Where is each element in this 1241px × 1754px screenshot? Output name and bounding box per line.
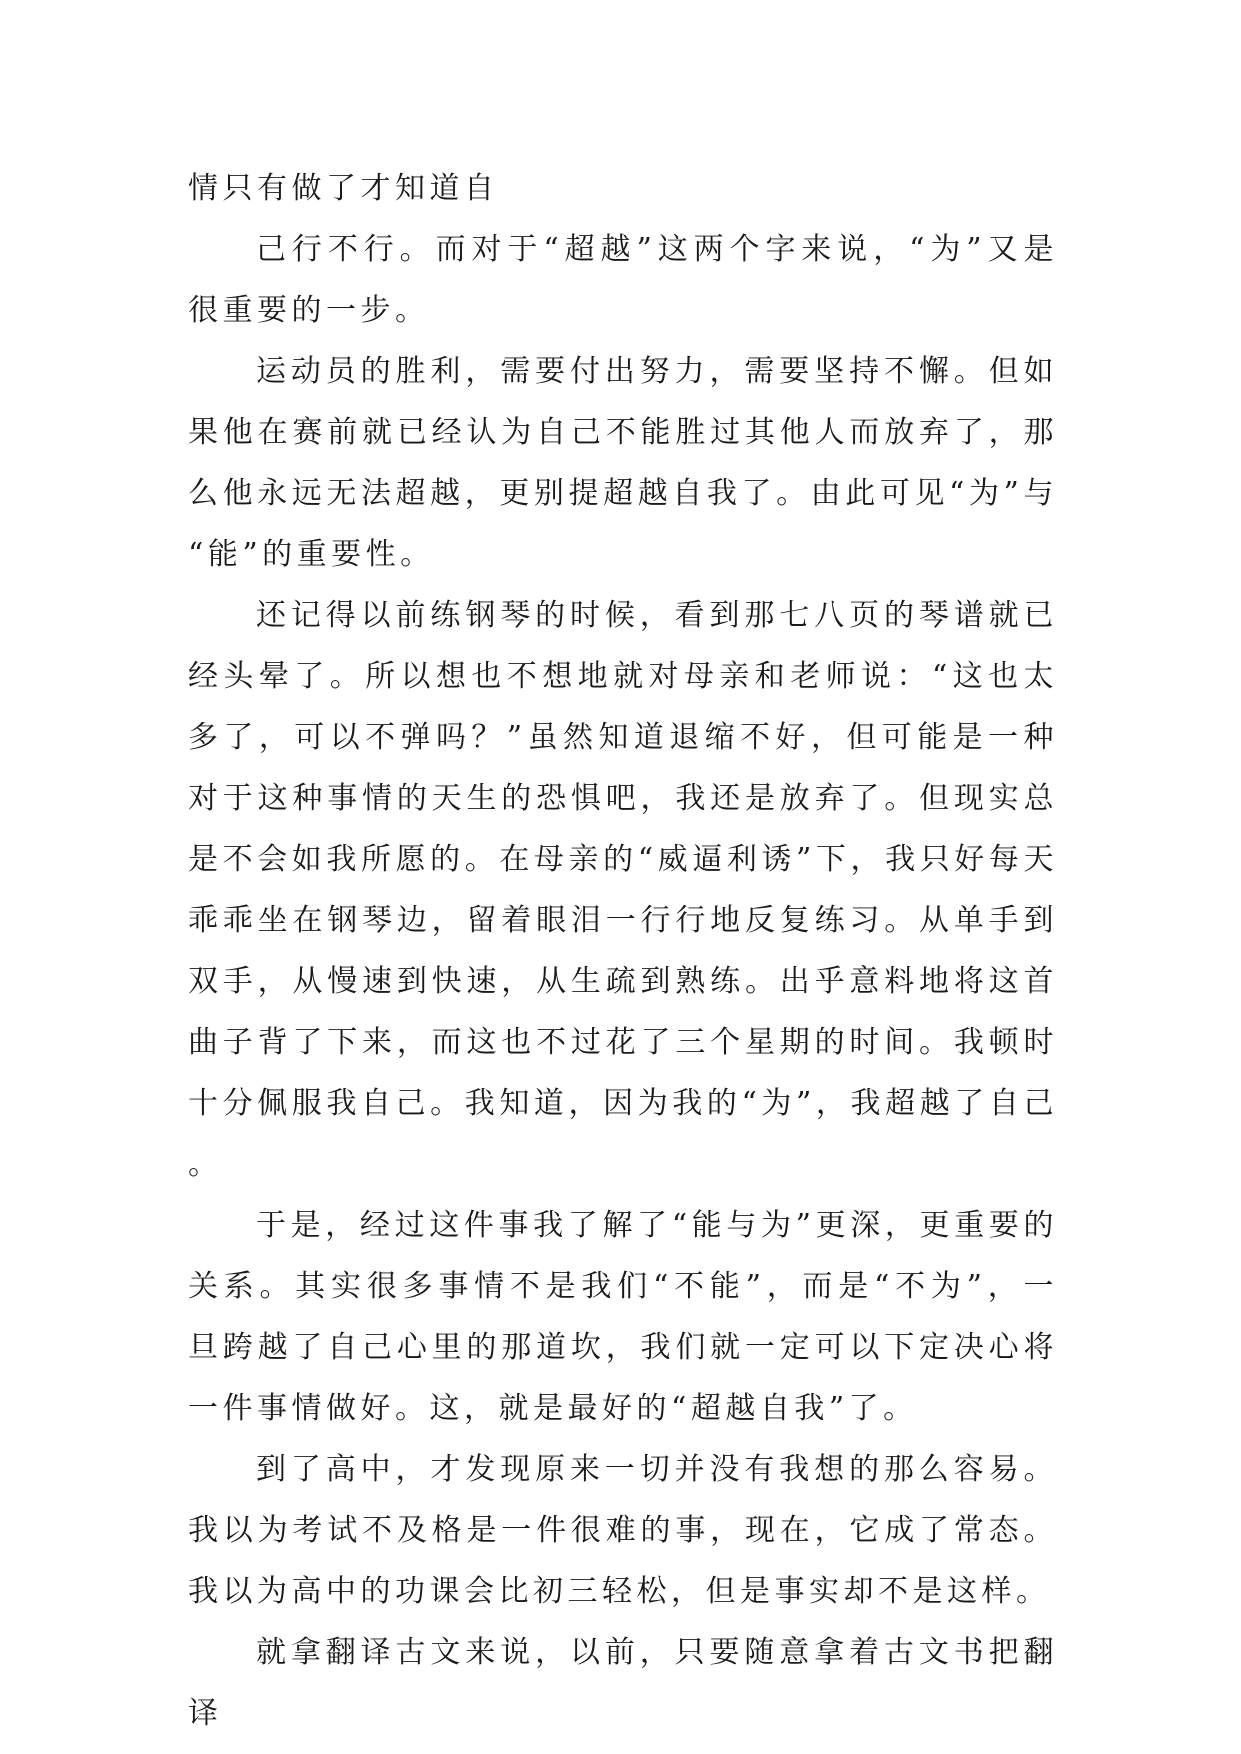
paragraph: 到了高中，才发现原来一切并没有我想的那么容易。我以为考试不及格是一件很难的事，现在，它成了常态。我以为高中的功课会比初三轻松，但是事实却不是这样。 [188, 1452, 1058, 1609]
paragraph: 于是，经过这件事我了解了“能与为”更深，更重要的关系。其实很多事情不是我们“不能”，而是“不为”，一旦跨越了自己心里的那道坎，我们就一定可以下定决心将一件事情做好。这，就是最好的“超越自我”了。 [188, 1208, 1058, 1426]
paragraph: 就拿翻译古文来说，以前，只要随意拿着古文书把翻译 [188, 1635, 1058, 1731]
paragraph: 己行不行。而对于“超越”这两个字来说，“为”又是很重要的一步。 [188, 232, 1058, 328]
paragraph: 还记得以前练钢琴的时候，看到那七八页的琴谱就已经头晕了。所以想也不想地就对母亲和老师说：“这也太多了，可以不弹吗？”虽然知道退缩不好，但可能是一种对于这种事情的天生的恐惧吧，我还是放弃了。但现实总是不会如我所愿的。在母亲的“威逼利诱”下，我只好每天乖乖坐在钢琴边，留着眼泪一行行地反复练习。从单手到双手，从慢速到快速，从生疏到熟练。出乎意料地将这首曲子背了下来，而这也不过花了三个星期的时间。我顿时十分佩服我自己。我知道，因为我的“为”，我超越了自己。 [188, 598, 1058, 1182]
paragraph: 运动员的胜利，需要付出努力，需要坚持不懈。但如果他在赛前就已经认为自己不能胜过其他人而放弃了，那么他永远无法超越，更别提超越自我了。由此可见“为”与“能”的重要性。 [188, 354, 1058, 572]
paragraph: 情只有做了才知道自 [188, 171, 499, 206]
body-text [188, 158, 1058, 1744]
